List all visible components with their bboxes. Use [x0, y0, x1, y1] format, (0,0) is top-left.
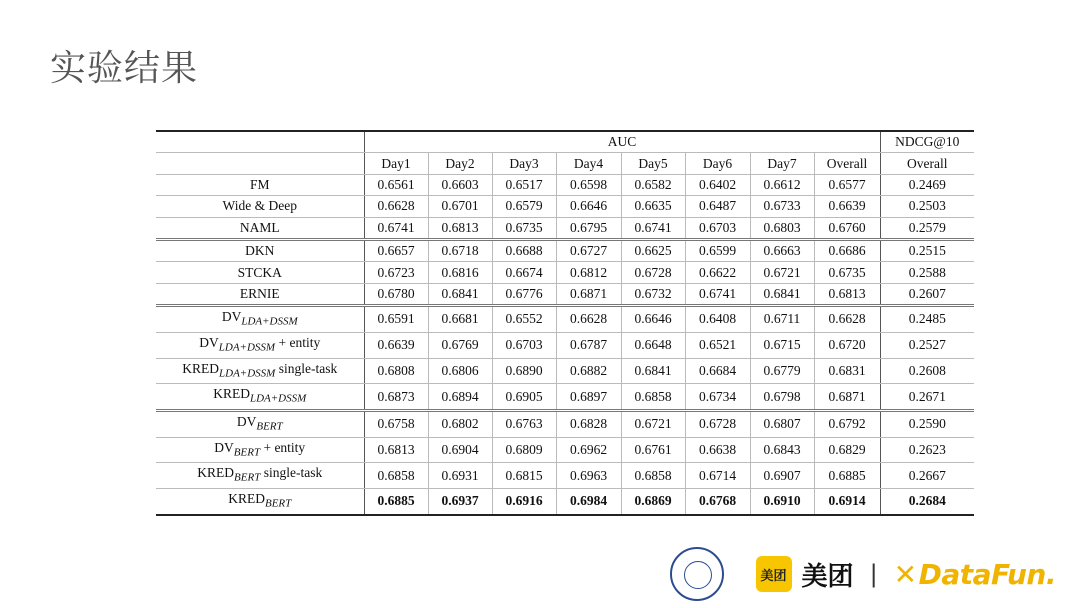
value-cell: 0.6858 [621, 463, 685, 489]
table-row [156, 463, 974, 489]
value-cell: 0.6806 [428, 358, 492, 384]
value-cell: 0.6812 [556, 262, 621, 283]
value-cell: 0.6646 [621, 306, 685, 333]
empty-subheader-cell [156, 153, 364, 174]
table-row [156, 358, 974, 384]
results-table [156, 130, 974, 516]
value-cell: 0.6734 [685, 384, 750, 411]
method-name: DKN [245, 243, 275, 259]
value-cell: 0.2527 [880, 332, 974, 358]
value-cell: 0.6703 [685, 217, 750, 239]
value-cell: 0.6599 [685, 239, 750, 261]
value-cell: 0.2667 [880, 463, 974, 489]
table-row [156, 306, 974, 333]
value-cell: 0.6715 [750, 332, 814, 358]
table-row [156, 217, 974, 239]
method-cell [156, 306, 364, 333]
table-row [156, 174, 974, 195]
method-name: DV [199, 334, 219, 350]
table-row [156, 410, 974, 437]
datafun-mark-icon: ✕ [893, 557, 917, 591]
value-cell: 0.6741 [621, 217, 685, 239]
value-cell: 0.6703 [492, 332, 556, 358]
table-row [156, 437, 974, 463]
group-header-row [156, 131, 974, 153]
value-cell: 0.2607 [880, 283, 974, 305]
method-subscript: BERT [264, 497, 292, 510]
value-cell: 0.6663 [750, 239, 814, 261]
method-name: KRED [213, 386, 250, 402]
value-cell: 0.6521 [685, 332, 750, 358]
subheader-cell: Overall [880, 153, 974, 174]
value-cell: 0.6628 [814, 306, 880, 333]
value-cell: 0.6890 [492, 358, 556, 384]
value-cell: 0.6741 [364, 217, 428, 239]
value-cell: 0.6963 [556, 463, 621, 489]
value-cell: 0.6829 [814, 437, 880, 463]
value-cell: 0.6638 [685, 437, 750, 463]
value-cell: 0.6741 [685, 283, 750, 305]
value-cell: 0.6907 [750, 463, 814, 489]
value-cell: 0.6931 [428, 463, 492, 489]
value-cell: 0.6701 [428, 196, 492, 217]
subheader-cell: Day2 [428, 153, 492, 174]
value-cell: 0.6612 [750, 174, 814, 195]
value-cell: 0.6648 [621, 332, 685, 358]
value-cell: 0.6962 [556, 437, 621, 463]
value-cell: 0.6841 [621, 358, 685, 384]
value-cell: 0.6779 [750, 358, 814, 384]
method-subscript: LDA+DSSM [219, 367, 276, 380]
value-cell: 0.6871 [556, 283, 621, 305]
value-cell: 0.6813 [814, 283, 880, 305]
value-cell: 0.6688 [492, 239, 556, 261]
sub-header-row [156, 153, 974, 174]
subheader-cell: Day1 [364, 153, 428, 174]
value-cell: 0.6803 [750, 217, 814, 239]
method-cell [156, 283, 364, 305]
subheader-cell: Day6 [685, 153, 750, 174]
value-cell: 0.6795 [556, 217, 621, 239]
value-cell: 0.6402 [685, 174, 750, 195]
value-cell: 0.6807 [750, 410, 814, 437]
value-cell: 0.6720 [814, 332, 880, 358]
method-name: Wide & Deep [222, 198, 297, 214]
value-cell: 0.6914 [814, 488, 880, 514]
value-cell: 0.6816 [428, 262, 492, 283]
method-name: KRED [228, 490, 265, 506]
value-cell: 0.6552 [492, 306, 556, 333]
value-cell: 0.6735 [814, 262, 880, 283]
value-cell: 0.2671 [880, 384, 974, 411]
value-cell: 0.6813 [364, 437, 428, 463]
value-cell: 0.6758 [364, 410, 428, 437]
method-name: DV [214, 439, 234, 455]
datafun-logo-text: DataFun. [918, 557, 1056, 591]
method-cell [156, 437, 364, 463]
value-cell: 0.6885 [364, 488, 428, 514]
value-cell: 0.6858 [621, 384, 685, 411]
value-cell: 0.6763 [492, 410, 556, 437]
value-cell: 0.2588 [880, 262, 974, 283]
method-cell [156, 196, 364, 217]
value-cell: 0.6780 [364, 283, 428, 305]
table-row [156, 196, 974, 217]
value-cell: 0.6841 [750, 283, 814, 305]
value-cell: 0.6858 [364, 463, 428, 489]
value-cell: 0.6897 [556, 384, 621, 411]
value-cell: 0.6728 [685, 410, 750, 437]
value-cell: 0.6984 [556, 488, 621, 514]
value-cell: 0.6628 [556, 306, 621, 333]
method-cell [156, 463, 364, 489]
method-name: KRED [182, 360, 220, 376]
ndcg-header: NDCG@10 [880, 131, 974, 153]
value-cell: 0.6711 [750, 306, 814, 333]
value-cell: 0.6728 [621, 262, 685, 283]
value-cell: 0.6487 [685, 196, 750, 217]
method-cell [156, 239, 364, 261]
value-cell: 0.6787 [556, 332, 621, 358]
table-row [156, 332, 974, 358]
value-cell: 0.6792 [814, 410, 880, 437]
value-cell: 0.6639 [364, 332, 428, 358]
value-cell: 0.6603 [428, 174, 492, 195]
method-suffix: + entity [275, 334, 321, 350]
value-cell: 0.6761 [621, 437, 685, 463]
value-cell: 0.6639 [814, 196, 880, 217]
value-cell: 0.6582 [621, 174, 685, 195]
value-cell: 0.6768 [685, 488, 750, 514]
value-cell: 0.6809 [492, 437, 556, 463]
footer-logos [670, 546, 1056, 602]
method-name: ERNIE [239, 285, 280, 301]
value-cell: 0.6882 [556, 358, 621, 384]
subheader-cell: Day7 [750, 153, 814, 174]
value-cell: 0.6517 [492, 174, 556, 195]
value-cell: 0.6561 [364, 174, 428, 195]
table-row [156, 384, 974, 411]
method-name: STCKA [237, 264, 282, 280]
value-cell: 0.2503 [880, 196, 974, 217]
value-cell: 0.6577 [814, 174, 880, 195]
value-cell: 0.6871 [814, 384, 880, 411]
method-subscript: LDA+DSSM [249, 392, 307, 405]
method-cell [156, 262, 364, 283]
method-suffix: + entity [260, 439, 306, 455]
value-cell: 0.6828 [556, 410, 621, 437]
method-subscript: BERT [234, 471, 261, 484]
table-row [156, 283, 974, 305]
value-cell: 0.6598 [556, 174, 621, 195]
value-cell: 0.6408 [685, 306, 750, 333]
value-cell: 0.6813 [428, 217, 492, 239]
value-cell: 0.6721 [621, 410, 685, 437]
table-row [156, 239, 974, 261]
value-cell: 0.6635 [621, 196, 685, 217]
method-subscript: BERT [256, 420, 283, 433]
value-cell: 0.6681 [428, 306, 492, 333]
value-cell: 0.6904 [428, 437, 492, 463]
value-cell: 0.6841 [428, 283, 492, 305]
value-cell: 0.6628 [364, 196, 428, 217]
empty-header-cell [156, 131, 364, 153]
value-cell: 0.6714 [685, 463, 750, 489]
value-cell: 0.6579 [492, 196, 556, 217]
value-cell: 0.2608 [880, 358, 974, 384]
subheader-cell: Day5 [621, 153, 685, 174]
value-cell: 0.2485 [880, 306, 974, 333]
meituan-logo-icon: 美团 [756, 556, 792, 592]
subheader-cell: Day4 [556, 153, 621, 174]
value-cell: 0.2469 [880, 174, 974, 195]
method-suffix: single-task [260, 465, 323, 481]
value-cell: 0.6622 [685, 262, 750, 283]
method-name: KRED [197, 465, 235, 481]
value-cell: 0.6591 [364, 306, 428, 333]
value-cell: 0.6802 [428, 410, 492, 437]
value-cell: 0.6843 [750, 437, 814, 463]
value-cell: 0.2623 [880, 437, 974, 463]
value-cell: 0.6894 [428, 384, 492, 411]
meituan-logo-text: 美团 [801, 561, 854, 592]
page-title: 实验结果 [50, 48, 199, 89]
method-cell [156, 488, 364, 514]
value-cell: 0.6916 [492, 488, 556, 514]
value-cell: 0.6808 [364, 358, 428, 384]
value-cell: 0.6869 [621, 488, 685, 514]
value-cell: 0.6674 [492, 262, 556, 283]
value-cell: 0.6905 [492, 384, 556, 411]
value-cell: 0.6937 [428, 488, 492, 514]
value-cell: 0.6776 [492, 283, 556, 305]
method-name: DV [236, 413, 257, 429]
value-cell: 0.6873 [364, 384, 428, 411]
method-name: FM [249, 176, 270, 192]
method-cell [156, 358, 364, 384]
method-cell [156, 332, 364, 358]
subheader-cell: Overall [814, 153, 880, 174]
value-cell: 0.6798 [750, 384, 814, 411]
value-cell: 0.6657 [364, 239, 428, 261]
value-cell: 0.2579 [880, 217, 974, 239]
method-name: NAML [239, 219, 280, 235]
value-cell: 0.6769 [428, 332, 492, 358]
value-cell: 0.6760 [814, 217, 880, 239]
value-cell: 0.6733 [750, 196, 814, 217]
value-cell: 0.6910 [750, 488, 814, 514]
value-cell: 0.2684 [880, 488, 974, 514]
value-cell: 0.6646 [556, 196, 621, 217]
datafun-logo [894, 558, 1056, 591]
method-cell [156, 217, 364, 239]
value-cell: 0.2590 [880, 410, 974, 437]
value-cell: 0.6831 [814, 358, 880, 384]
table-row [156, 488, 974, 514]
value-cell: 0.2515 [880, 239, 974, 261]
value-cell: 0.6735 [492, 217, 556, 239]
value-cell: 0.6723 [364, 262, 428, 283]
subheader-cell: Day3 [492, 153, 556, 174]
method-suffix: single-task [275, 360, 338, 376]
table-row [156, 262, 974, 283]
method-cell [156, 174, 364, 195]
method-subscript: LDA+DSSM [218, 341, 276, 354]
value-cell: 0.6625 [621, 239, 685, 261]
method-name: DV [221, 309, 242, 325]
method-subscript: LDA+DSSM [241, 315, 298, 328]
value-cell: 0.6815 [492, 463, 556, 489]
method-cell [156, 410, 364, 437]
value-cell: 0.6732 [621, 283, 685, 305]
logo-separator: | [869, 560, 878, 588]
value-cell: 0.6721 [750, 262, 814, 283]
value-cell: 0.6885 [814, 463, 880, 489]
value-cell: 0.6718 [428, 239, 492, 261]
auc-header: AUC [364, 131, 880, 153]
value-cell: 0.6684 [685, 358, 750, 384]
value-cell: 0.6686 [814, 239, 880, 261]
method-subscript: BERT [233, 446, 261, 459]
university-seal-icon [670, 547, 724, 601]
method-cell [156, 384, 364, 411]
value-cell: 0.6727 [556, 239, 621, 261]
